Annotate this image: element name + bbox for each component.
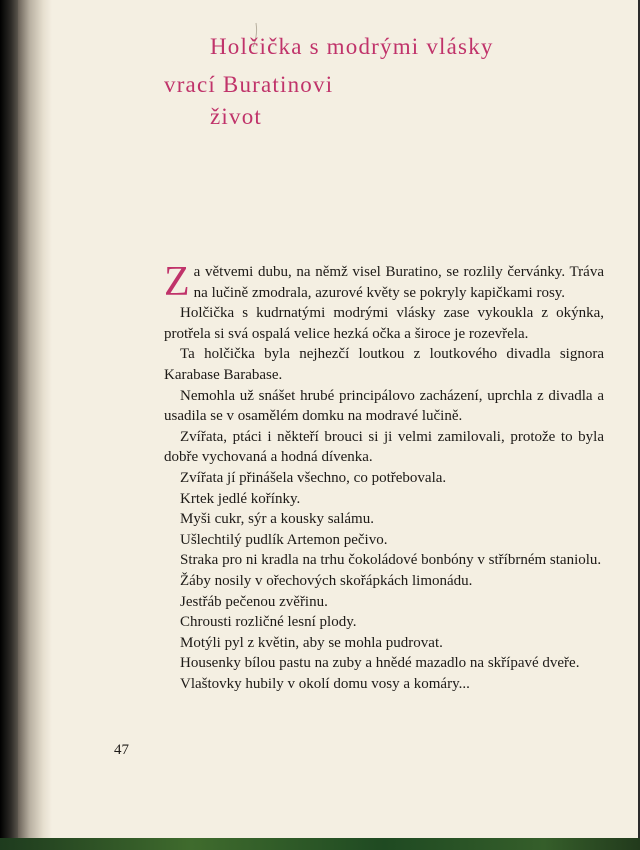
paragraph: Housenky bílou pastu na zuby a hnědé mazadlo na skřípavé dveře.	[180, 655, 580, 672]
paragraph: Krtek jedlé kořínky.	[180, 490, 301, 507]
paragraph: Vlaštovky hubily v okolí domu vosy a komáry...	[180, 675, 470, 692]
paragraph: Ušlechtilý pudlík Artemon pečivo.	[180, 531, 388, 548]
paragraph: Zvířata jí přinášela všechno, co potřebovala.	[180, 469, 447, 486]
paragraph: Zvířata, ptáci i někteří brouci si ji velmi zamilovali, protože to byla dobře vychovaná a hodná dívenka.	[164, 428, 604, 466]
paragraph-text: a větvemi dubu, na němž visel Buratino, se rozlily červánky. Tráva na lučině zmodrala, azurové květy se pokryly kapičkami rosy.	[193, 264, 604, 301]
paragraph: Holčička s kudrnatými modrými vlásky zase vykoukla z okýnka, protřela si svá ospalá velice hezká očka a široce je rozevřela.	[164, 305, 604, 342]
chapter-title-line-3: život	[210, 104, 262, 129]
paragraph: Chrousti rozličné lesní plody.	[180, 614, 357, 631]
cover-edge	[0, 838, 640, 850]
page-gutter	[18, 0, 52, 838]
chapter-body	[164, 259, 604, 694]
paragraph: Žáby nosily v ořechových skořápkách limonádu.	[180, 572, 473, 589]
paragraph: Nemohla už snášet hrubé principálovo zacházení, uprchla z divadla a usadila se v osamělém domku na modravé lučině.	[164, 387, 604, 425]
paragraph: Straka pro ni kradla na trhu čokoládové bonbóny v stříbrném staniolu.	[180, 552, 602, 569]
paragraph: Jestřáb pečenou zvěřinu.	[180, 593, 328, 610]
book-page	[18, 0, 640, 838]
paragraph-first	[164, 259, 604, 305]
paragraph: Myši cukr, sýr a kousky salámu.	[180, 511, 374, 528]
paragraph: Motýli pyl z květin, aby se mohla pudrovat.	[180, 634, 443, 651]
book-edge-shadow	[0, 0, 18, 850]
chapter-title-line-2: vrací Buratinovi	[164, 72, 334, 97]
drop-cap: Z	[164, 259, 190, 305]
chapter-title-line-1: Holčička s modrými vlásky	[210, 34, 494, 59]
paragraph: Ta holčička byla nejhezčí loutkou z loutkového divadla signora Karabase Barabase.	[164, 346, 604, 383]
page-number: 47	[114, 742, 129, 758]
